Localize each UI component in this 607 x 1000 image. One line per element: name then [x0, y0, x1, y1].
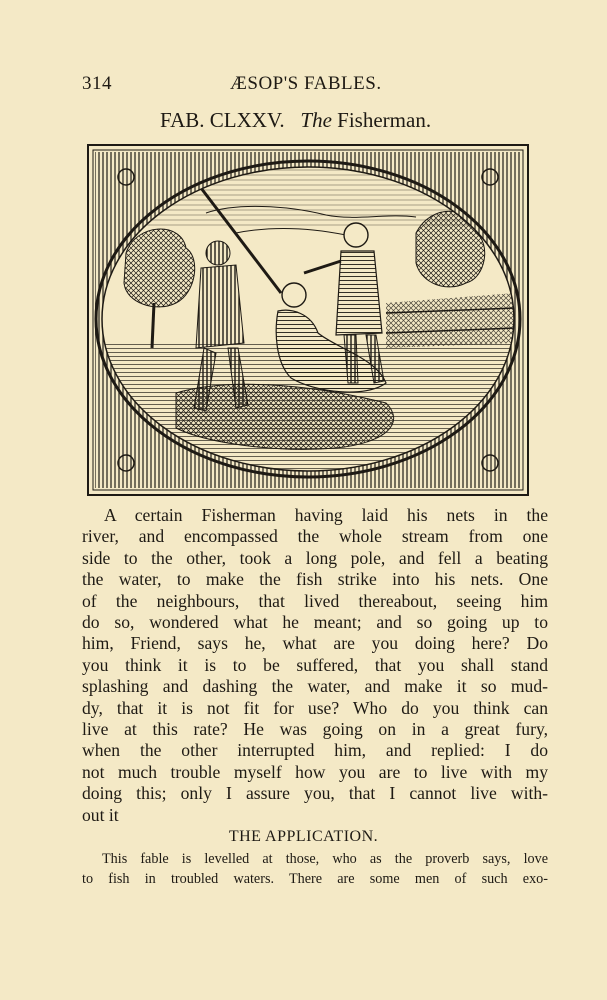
fable-number: FAB. CLXXV. [160, 108, 285, 132]
fable-heading [160, 108, 431, 133]
running-title: ÆSOP'S FABLES. [230, 73, 382, 94]
page-number: 314 [82, 73, 112, 94]
text-line: you think it is to be suffered, that you shall stand [82, 654, 548, 675]
text-line: splashing and dashing the water, and make it so mud- [82, 676, 548, 697]
text-line: A certain Fisherman having laid his nets in the [104, 505, 548, 525]
woodcut-illustration [86, 143, 530, 497]
text-line: river, and encompassed the whole stream from one [82, 526, 548, 547]
fable-title-article: The [300, 108, 332, 132]
text-line: out it [82, 804, 119, 825]
text-line: not much trouble myself how you are to live with my [82, 761, 548, 782]
application-text [82, 849, 548, 889]
application-line: This fable is levelled at those, who as the proverb says, love [102, 851, 548, 867]
fable-text [82, 505, 548, 826]
text-line: the water, to make the fish strike into his nets. One [82, 569, 548, 590]
text-line: doing this; only I assure you, that I cannot live with- [82, 783, 548, 804]
text-line: him, Friend, says he, what are you doing here? Do [82, 633, 548, 654]
text-line: side to the other, took a long pole, and fell a beating [82, 547, 548, 568]
fable-title-name: Fisherman. [337, 108, 432, 132]
text-line: dy, that it is not fit for use? Who do you think can [82, 697, 548, 718]
text-line: of the neighbours, that lived thereabout, seeing him [82, 590, 548, 611]
text-line: do so, wondered what he meant; and so going up to [82, 612, 548, 633]
application-heading: THE APPLICATION. [228, 828, 379, 845]
application-line: to fish in troubled waters. There are some men of such exo- [82, 871, 548, 887]
text-line: live at this rate? He was going on in a great fury, [82, 719, 548, 740]
text-line: when the other interrupted him, and replied: I do [82, 740, 548, 761]
